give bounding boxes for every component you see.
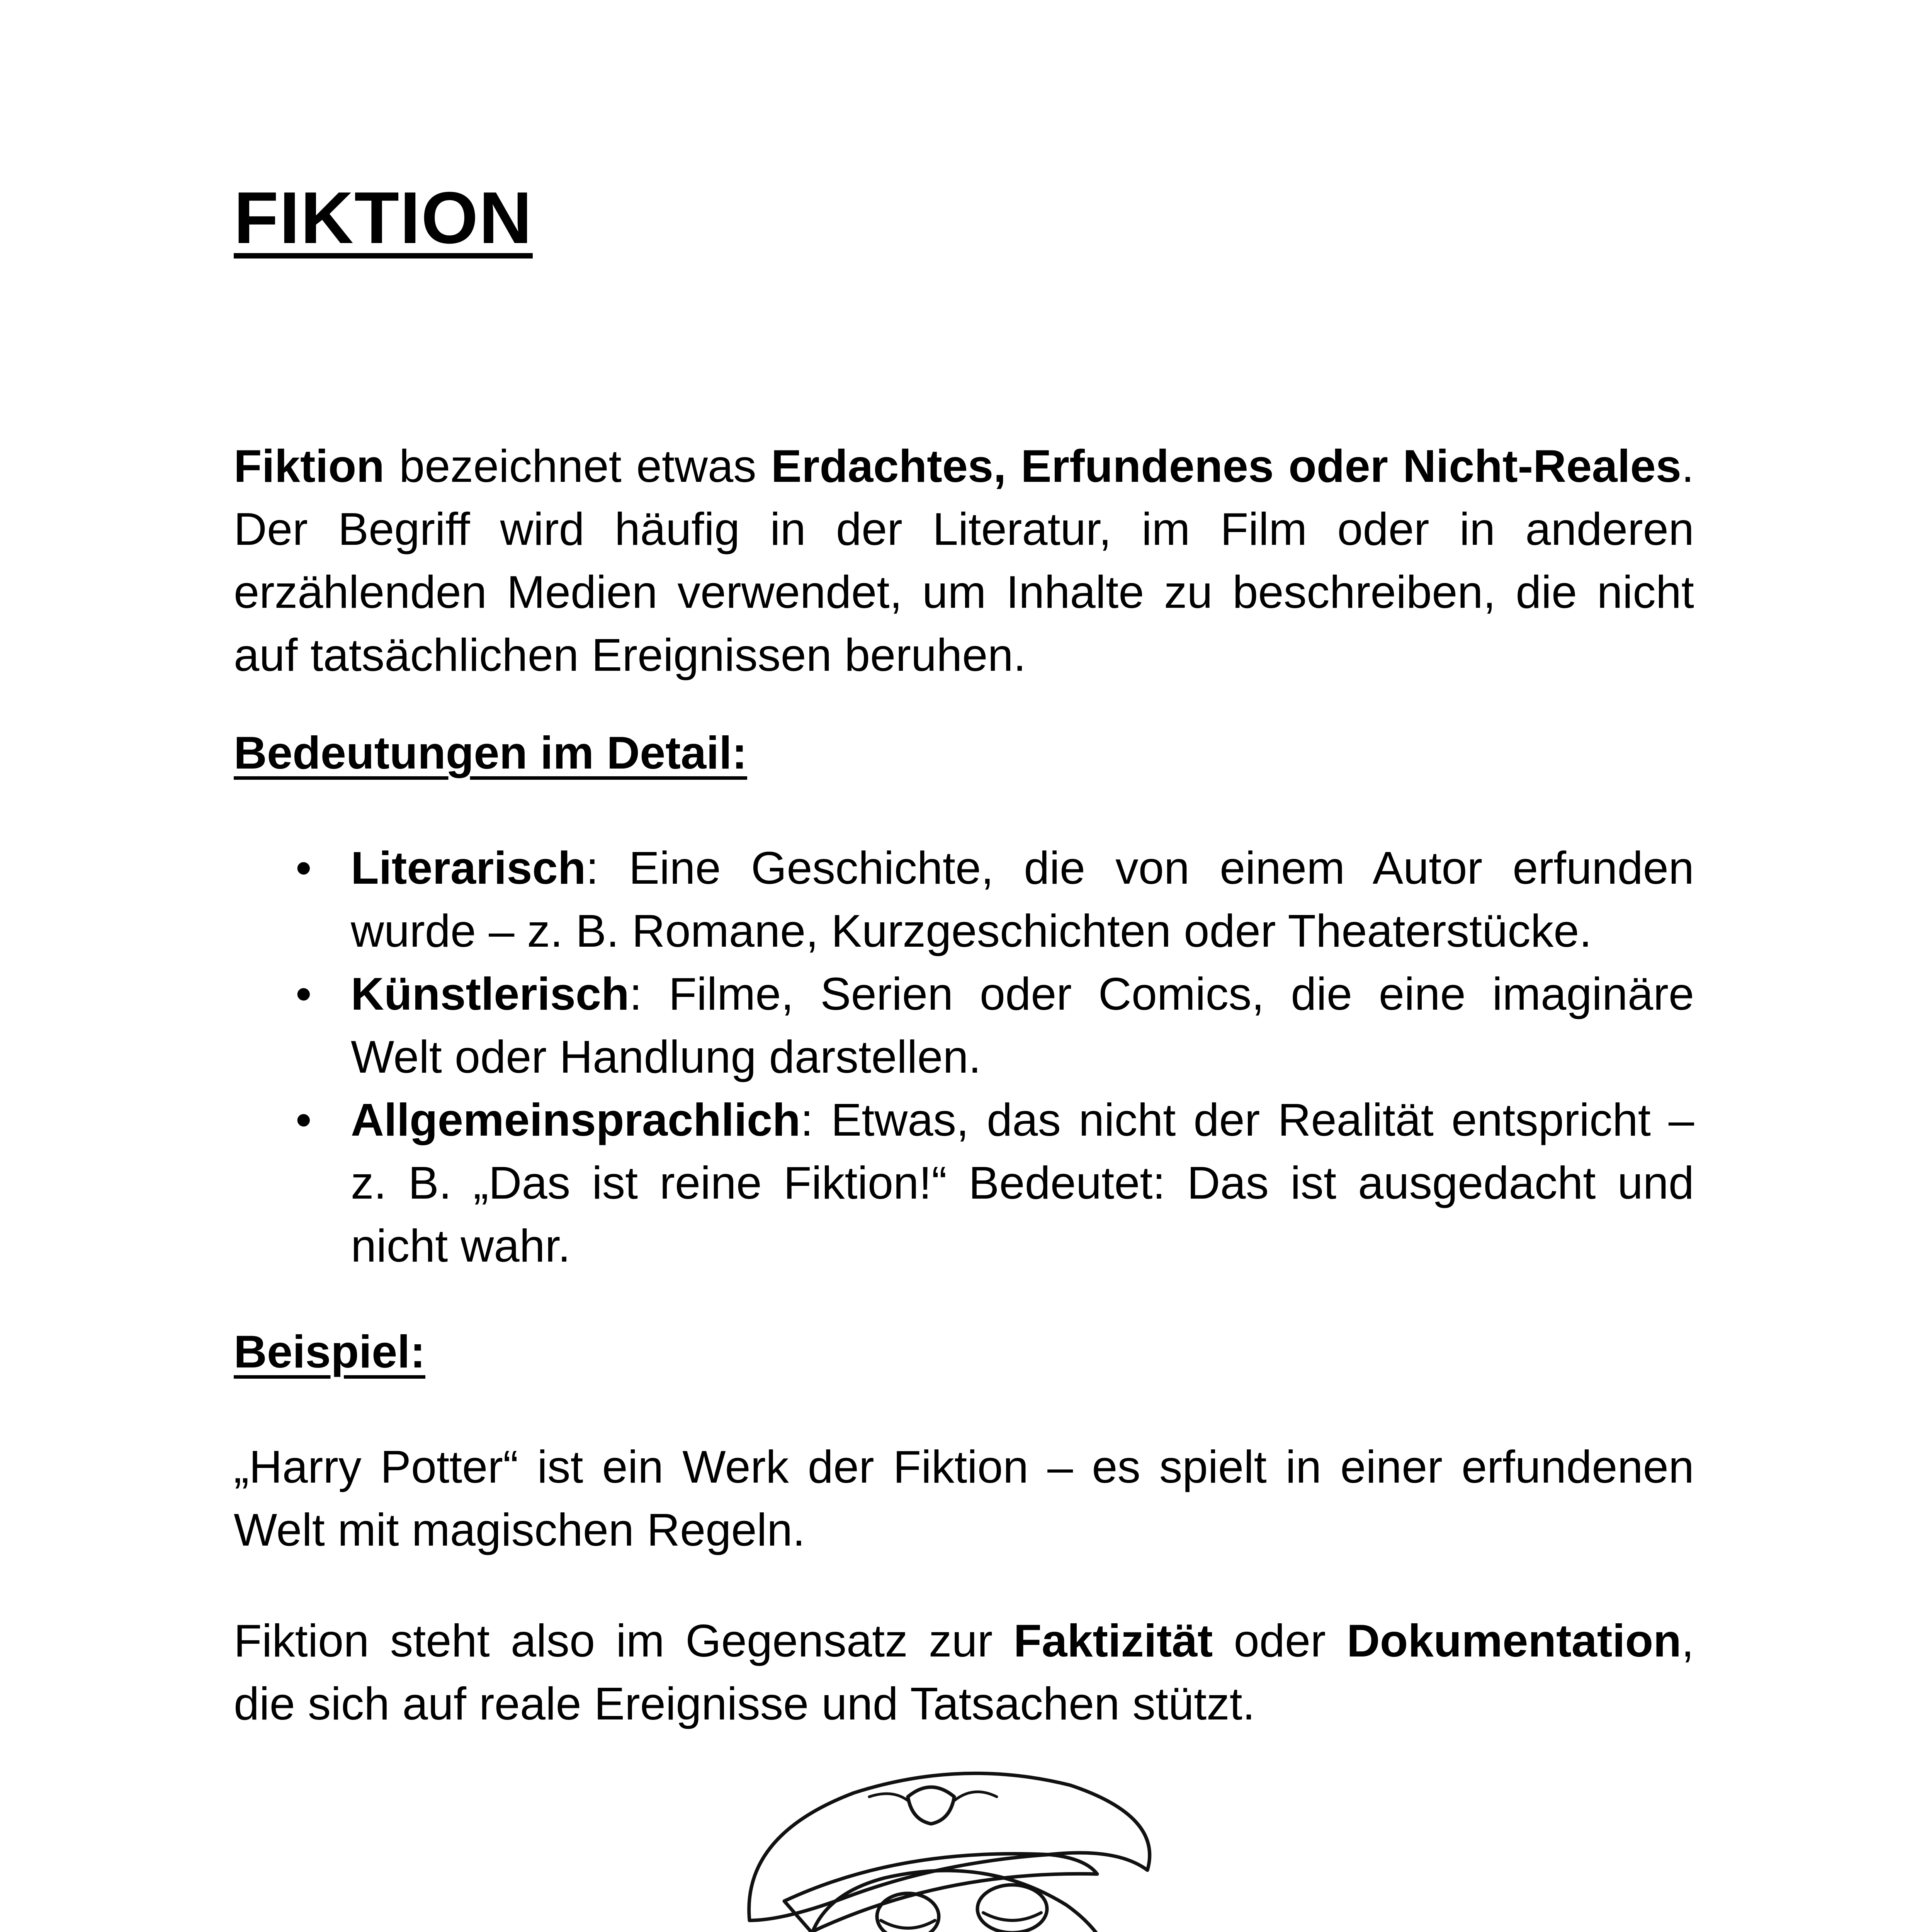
list-item-term: Literarisch [351,842,586,894]
page-title: FIKTION [234,177,533,259]
list-item-term: Allgemeinsprachlich [351,1094,800,1146]
pilot-cap [749,1773,1150,1920]
details-heading: Bedeutungen im Detail: [234,727,747,779]
list-item [234,837,1694,963]
contrast-text-3: , die sich auf reale Ereignisse und Tatsachen stützt. [234,1615,1694,1730]
pilot-cap-badge [908,1787,954,1824]
details-list [234,837,1694,1277]
contrast-text-1: Fiktion steht also im Gegensatz zur [234,1615,1014,1667]
bullet-icon: • [296,1094,312,1146]
contrast-paragraph [234,1609,1694,1735]
contrast-text-2: oder [1213,1615,1347,1667]
list-item-text: : Etwas, das nicht der Realität entspricht – z. B. „Das ist reine Fiktion!“ Bedeutet: Das ist ausgedacht und nicht wahr. [351,1094,1694,1272]
contrast-term-2: Dokumentation [1346,1615,1681,1667]
intro-text-1: bezeichnet etwas [384,440,771,492]
example-paragraph: „Harry Potter“ ist ein Werk der Fiktion – es spielt in einer erfundenen Welt mit magischen Regeln. [234,1441,1694,1556]
turtle-pilot-illustration [568,1754,1360,1932]
list-item-text: : Eine Geschichte, die von einem Autor erfunden wurde – z. B. Romane, Kurzgeschichten oder Theaterstücke. [351,842,1694,957]
bullet-icon: • [296,968,312,1020]
list-item [234,963,1694,1088]
intro-paragraph [234,435,1694,687]
intro-term: Fiktion [234,440,385,492]
turtle-eyes [877,1885,1047,1932]
pilot-cap-visor [784,1854,1097,1932]
list-item-term: Künstlerisch [351,968,629,1020]
bullet-icon: • [296,842,312,894]
list-item-text: : Filme, Serien oder Comics, die eine imaginäre Welt oder Handlung darstellen. [351,968,1694,1083]
intro-text-2: . Der Begriff wird häufig in der Literatur, im Film oder in anderen erzählenden Medien verwendet, um Inhalte zu beschreiben, die nicht auf tatsächlichen Ereignissen beruhen. [234,440,1694,681]
contrast-term-1: Faktizität [1013,1615,1213,1667]
example-heading: Beispiel: [234,1326,425,1378]
list-item [234,1088,1694,1277]
intro-emphasis: Erdachtes, Erfundenes oder Nicht-Reales [771,440,1681,492]
turtle-head [806,1871,1117,1932]
